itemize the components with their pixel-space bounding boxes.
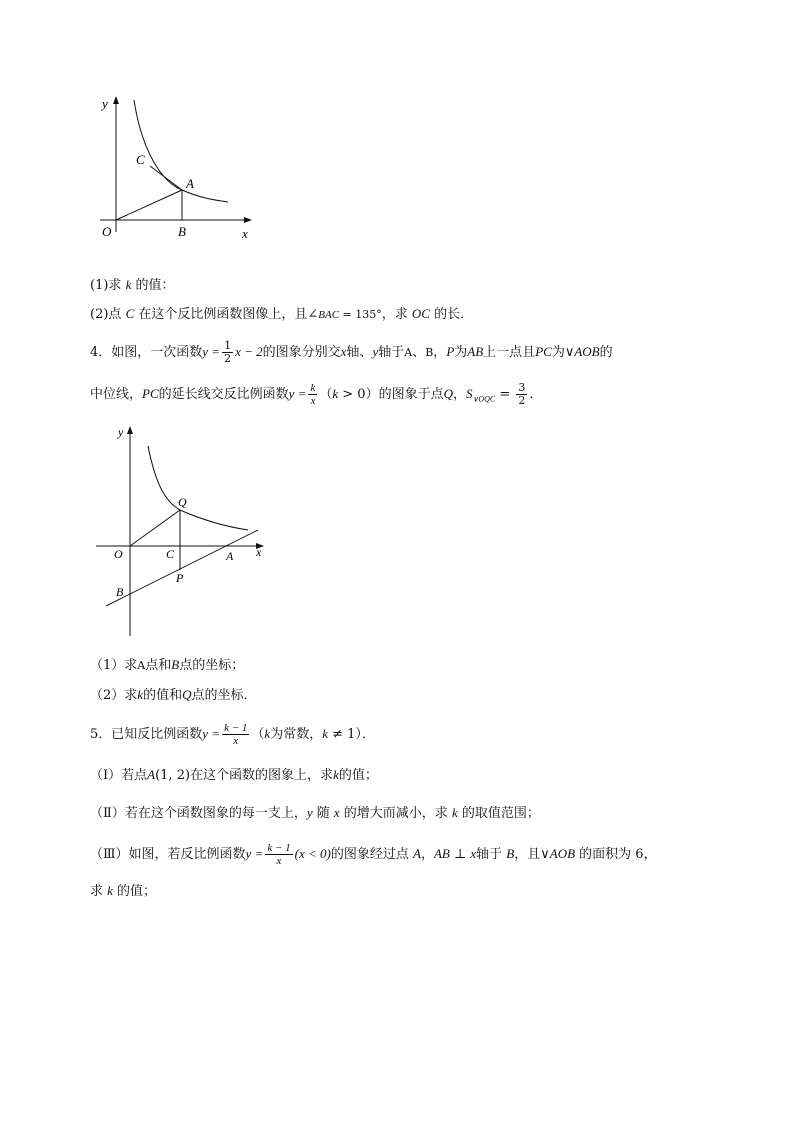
segment-oq: [130, 510, 180, 546]
label-x: x: [242, 226, 248, 241]
q4-line2: 中位线，PC的延长线交反比例函数y = $\frac{k}{x}$ （k > 0）的图象于点Q，$S_{\vee OQC}$ = $\frac{3}{2}$ ．: [90, 381, 543, 407]
x-axis-arrow: [244, 217, 252, 223]
label-y: y: [118, 425, 124, 439]
label-y: y: [102, 96, 108, 111]
y-axis-arrow: [113, 96, 119, 104]
fraction-k-over-x: $\frac{k}{x}$: [310, 382, 316, 407]
hyperbola-curve: [134, 100, 228, 202]
fraction-k-minus-1-over-x: $\frac{k - 1}{x}$: [224, 722, 248, 747]
line-ab: [106, 530, 258, 606]
label-c: C: [166, 547, 175, 561]
q5-part1: （Ⅰ）若点A(1, 2)在这个函数的图象上，求k的值；: [90, 767, 378, 783]
segment-oa: [116, 190, 182, 220]
q4-line1: 4．如图，一次函数y = $\frac{1}{2}$ x − 2的图象分别交x轴、y轴于A、B，P为AB上一点且PC为∨AOB的: [90, 339, 613, 365]
q3-part1: (1)求 k 的值：: [90, 277, 175, 293]
label-b: B: [116, 585, 124, 599]
q5-line1: 5．已知反比例函数y = $\frac{k - 1}{x}$ （k为常数，k ≠ 1）．: [90, 722, 375, 747]
figure-1-graph: [92, 92, 262, 242]
q4-part1: （1）求A点和B点的坐标；: [90, 657, 245, 673]
y-axis-arrow: [127, 426, 133, 434]
label-x: x: [256, 545, 262, 559]
label-a: A: [186, 176, 194, 191]
fraction-half: $\frac{1}{2}$: [224, 339, 232, 365]
q5-part3-cont: 求 k 的值；: [90, 883, 157, 899]
label-o: O: [102, 224, 112, 239]
label-p: P: [176, 571, 184, 585]
label-c: C: [136, 152, 145, 167]
q3-part2: (2)点 C 在这个反比例函数图像上，且∠BAC = 135°，求 OC 的长．: [90, 306, 474, 322]
q5-part3: （Ⅲ）如图，若反比例函数y = $\frac{k - 1}{x}$ (x < 0)的图象经过点 A，AB ⊥ x轴于 B，且∨AOB 的面积为 6，: [90, 842, 657, 867]
label-b: B: [178, 224, 186, 239]
q4-part2: （2）求k的值和Q点的坐标．: [90, 687, 257, 703]
label-q: Q: [178, 495, 187, 509]
fraction-three-halves: $\frac{3}{2}$: [518, 381, 526, 407]
label-a: A: [226, 549, 234, 563]
hyperbola-curve: [148, 446, 248, 530]
q5-part2: （Ⅱ）若在这个函数图象的每一支上，y 随 x 的增大而减小，求 k 的取值范围；: [90, 805, 540, 821]
segment-ca: [150, 166, 182, 190]
figure-2-graph: [92, 422, 282, 640]
label-o: O: [114, 547, 123, 561]
fraction-k-minus-1-over-x-2: $\frac{k - 1}{x}$: [267, 842, 291, 867]
